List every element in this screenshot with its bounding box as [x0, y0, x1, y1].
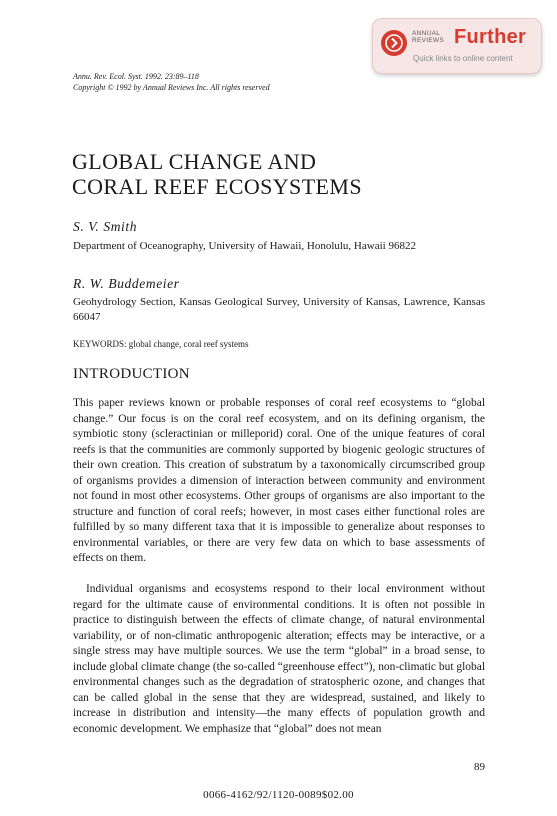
page-number: 89 [474, 761, 485, 773]
author-affiliation: Department of Oceanography, University of Hawaii, Honolulu, Hawaii 96822 [73, 240, 416, 252]
annual-reviews-further-banner[interactable] [372, 18, 542, 74]
chevron-right-icon [381, 30, 407, 56]
author-name: R. W. Buddemeier [73, 276, 180, 291]
author-name: S. V. Smith [73, 219, 138, 234]
keywords: KEYWORDS: global change, coral reef systems [73, 339, 249, 349]
title-line-1: GLOBAL CHANGE AND [72, 149, 317, 174]
copyright-notice: Copyright © 1992 by Annual Reviews Inc. All rights reserved [73, 83, 270, 92]
author-affiliation: Geohydrology Section, Kansas Geological Survey, University of Kansas, Lawrence, Kansas 66047 [73, 296, 485, 323]
banner-tagline: Quick links to online content [413, 54, 513, 63]
section-heading: INTRODUCTION [73, 366, 190, 382]
banner-publisher [412, 30, 452, 44]
banner-line-annual: ANNUAL [412, 30, 441, 37]
citation [73, 71, 270, 93]
banner-brand: Further [454, 26, 527, 48]
journal-citation: Annu. Rev. Ecol. Syst. 1992. 23:89–118 [73, 72, 199, 81]
banner-line-reviews: REVIEWS [412, 37, 445, 44]
paper-title [72, 149, 362, 199]
footer-code: 0066-4162/92/1120-0089$02.00 [203, 789, 354, 801]
body-paragraph: Individual organisms and ecosystems respond to their local environment without regard for the ultimate cause of environmental conditions. It is often not possible in practice to distinguish between the effects of climate change, of natural environmental variability, or of non-climatic anthropogenic alteration; effects may be interactive, or a single stress may have multiple sources. We use the term “global” in a broad sense, to include global climate change (the so-called “greenhouse effect”), non-climatic but global environmental changes such as the degradation of stratospheric ozone, and changes that can be called global in the sense that they are widespread, sustained, and likely to increase in distribution and intensity—the many effects of population growth and economic development. We emphasize that “global” does not mean [73, 583, 485, 735]
body-paragraph: This paper reviews known or probable responses of coral reef ecosystems to “global change.” Our focus is on the coral reef ecosystem, and on its defining organism, the symbiotic stony (scleractinian or milleporid) coral. One of the unique features of coral reefs is that the communities are commonly supported by biogenic geologic structures of their own creation. This creation of substratum by a taxonomically circumscribed group of organisms provides a dimension of interaction between community and environment not found in most other ecosystems. Other groups of organisms are also important to the structure and function of coral reefs; however, in most cases either functional roles are fulfilled by so many different taxa that it is impossible to generalize about responses to environmental variables, or there are very few data on which to base assessments of effects on them. [73, 397, 485, 564]
title-line-2: CORAL REEF ECOSYSTEMS [72, 174, 362, 199]
